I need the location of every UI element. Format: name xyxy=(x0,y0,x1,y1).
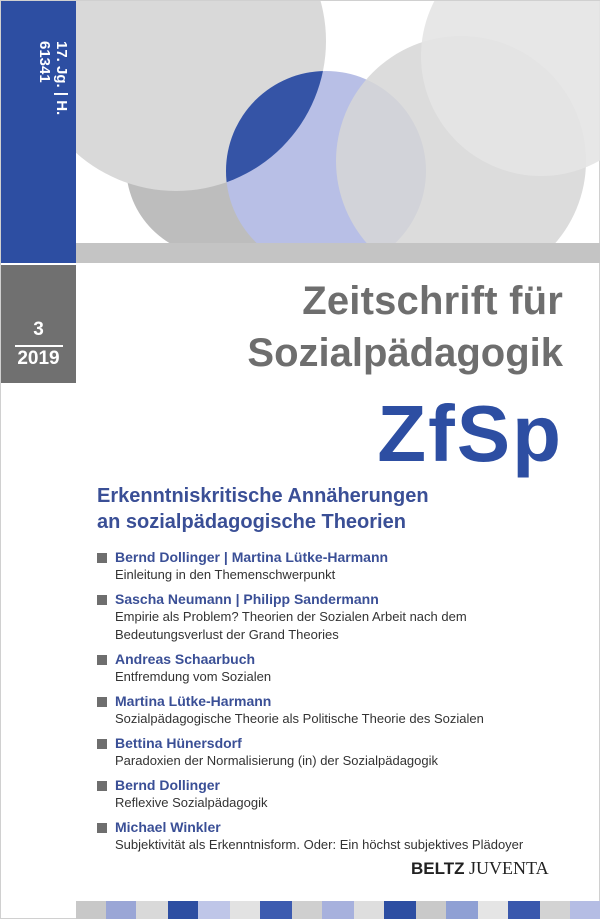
toc-author: Michael Winkler xyxy=(115,819,221,835)
theme-line1: Erkenntniskritische Annäherungen xyxy=(97,485,429,507)
journal-abbreviation: ZfSp xyxy=(377,389,563,478)
bullet-square-icon xyxy=(97,823,107,833)
toc-author: Sascha Neumann | Philipp Sandermann xyxy=(115,591,379,607)
toc-author: Bernd Dollinger xyxy=(115,777,221,793)
toc-author: Martina Lütke-Harmann xyxy=(115,693,272,709)
publisher-name-serif: JUVENTA xyxy=(469,858,549,878)
toc-title: Empirie als Problem? Theorien der Sozialen Arbeit nach dem Bedeutungsverlust der Grand Theories xyxy=(115,609,467,642)
toc-title: Sozialpädagogische Theorie als Politische Theorie des Sozialen xyxy=(115,711,484,726)
toc-title: Reflexive Sozialpädagogik xyxy=(115,795,268,810)
issue-theme xyxy=(97,483,577,535)
toc-title: Paradoxien der Normalisierung (in) der Sozialpädagogik xyxy=(115,753,439,768)
issue-number: 3 xyxy=(33,319,44,340)
toc-title: Einleitung in den Themenschwerpunkt xyxy=(115,567,336,582)
publisher-logo xyxy=(411,858,549,879)
toc-entry xyxy=(97,548,577,584)
bullet-square-icon xyxy=(97,739,107,749)
bullet-square-icon xyxy=(97,781,107,791)
spine-blue-block xyxy=(1,1,76,263)
toc-title: Entfremdung vom Sozialen xyxy=(115,669,272,684)
toc-entry xyxy=(97,692,577,728)
spine-divider xyxy=(1,263,76,265)
issue-year: 2019 xyxy=(17,348,60,369)
toc-entry xyxy=(97,734,577,770)
overlapping-circles-graphic xyxy=(76,1,600,263)
toc-entry xyxy=(97,818,577,854)
volume-label xyxy=(8,41,70,241)
bullet-square-icon xyxy=(97,595,107,605)
volume-text: 17. Jg. | H. xyxy=(53,41,70,116)
toc-entry xyxy=(97,590,577,644)
issue-number-text: 61341 xyxy=(36,41,53,83)
toc-entry xyxy=(97,650,577,686)
table-of-contents xyxy=(97,548,577,860)
footer-color-strip xyxy=(76,901,600,919)
bullet-square-icon xyxy=(97,697,107,707)
bullet-square-icon xyxy=(97,655,107,665)
journal-title-line2: Sozialpädagogik xyxy=(247,331,563,375)
theme-line2: an sozialpädagogische Theorien xyxy=(97,511,406,533)
journal-title-line1: Zeitschrift für xyxy=(302,279,563,323)
toc-author: Andreas Schaarbuch xyxy=(115,651,256,667)
toc-author: Bettina Hünersdorf xyxy=(115,735,242,751)
toc-entry xyxy=(97,776,577,812)
toc-title: Subjektivität als Erkenntnisform. Oder: Ein höchst subjektives Plädoyer xyxy=(115,837,524,852)
toc-author: Bernd Dollinger | Martina Lütke-Harmann xyxy=(115,549,389,565)
publisher-name-bold: BELTZ xyxy=(411,859,465,878)
horizontal-gray-bar xyxy=(76,243,600,263)
bullet-square-icon xyxy=(97,553,107,563)
cover-artwork xyxy=(76,1,600,263)
